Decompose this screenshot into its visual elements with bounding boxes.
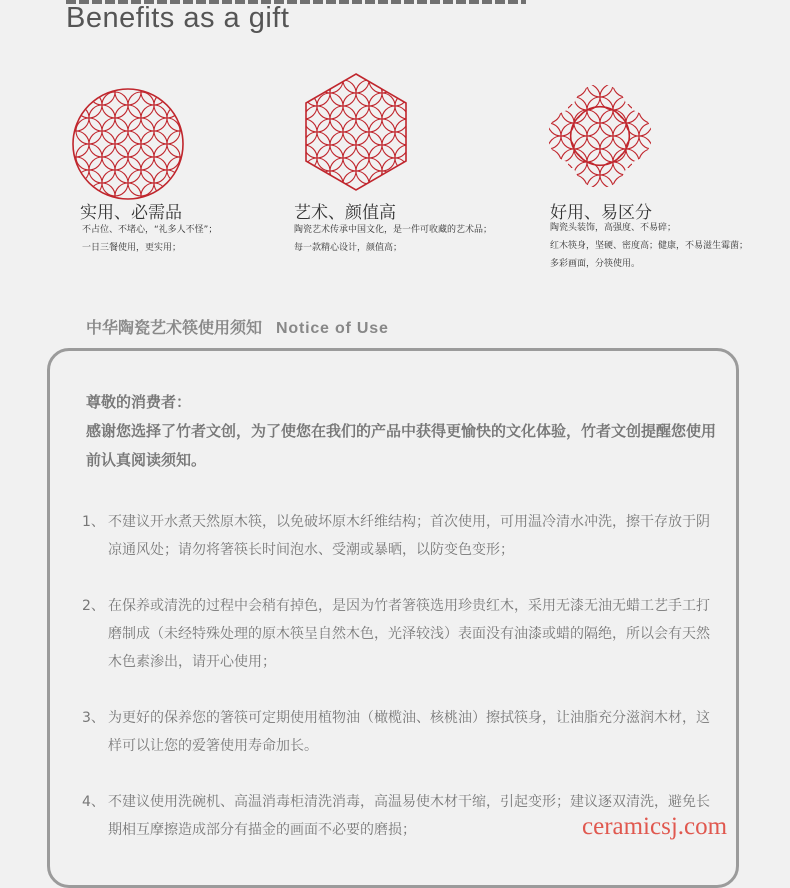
- hexagon-lattice-icon: [294, 70, 418, 194]
- benefit-title-usable: 好用、易区分: [550, 203, 652, 223]
- benefit-title-artistic: 艺术、颜值高: [294, 203, 396, 223]
- rule-text: 不建议开水煮天然原木筷，以免破坏原木纤维结构；首次使用，可用温冷清水冲洗，擦干存放于阴凉通风处；请勿将箸筷长时间泡水、受潮或暴晒，以防变色变形；: [108, 514, 710, 558]
- benefit-desc-usable: [550, 219, 748, 273]
- notice-heading: [86, 315, 389, 338]
- notice-greeting: 尊敬的消费者：: [86, 393, 192, 411]
- rule-number: 1、: [82, 514, 105, 530]
- benefit-desc-line: 多彩画面，分筷使用。: [550, 259, 641, 269]
- rule-item: [82, 592, 722, 676]
- benefit-desc-line: 每一款精心设计，颜值高；: [294, 243, 403, 253]
- benefit-desc-line: 红木筷身，坚硬、密度高；健康，不易滋生霉菌；: [550, 241, 749, 251]
- rule-text: 不建议使用洗碗机、高温消毒柜清洗消毒，高温易使木材干缩，引起变形；建议逐双清洗，避免长期相互摩擦造成部分有描金的画面不必要的磨损；: [108, 794, 710, 838]
- rule-item: [82, 508, 722, 564]
- benefit-desc-practical: [82, 221, 217, 257]
- benefit-desc-line: 一日三餐使用，更实用；: [82, 243, 182, 253]
- notice-title-en: Notice of Use: [276, 320, 389, 337]
- rule-number: 4、: [82, 794, 105, 810]
- rule-text: 为更好的保养您的箸筷可定期使用植物油（橄榄油、核桃油）擦拭筷身，让油脂充分滋润木材，这样可以让您的爱箸使用寿命加长。: [108, 710, 710, 754]
- benefit-desc-line: 不占位、不堵心，“礼多人不怪”；: [82, 225, 218, 235]
- watermark: ceramicsj.com: [582, 813, 728, 840]
- benefit-title-practical: 实用、必需品: [80, 203, 182, 223]
- rule-number: 2、: [82, 598, 105, 614]
- circle-lattice-icon: [66, 82, 190, 206]
- benefit-desc-line: 陶瓷头装饰，高强度、不易碎；: [550, 223, 677, 233]
- notice-title-cn: 中华陶瓷艺术筷使用须知: [86, 318, 263, 337]
- page-title: Benefits as a gift: [66, 2, 290, 34]
- notice-intro: 感谢您选择了竹者文创，为了使您在我们的产品中获得更愉快的文化体验，竹者文创提醒您使用前认真阅读须知。: [86, 422, 717, 469]
- benefit-desc-line: 陶瓷艺术传承中国文化，是一件可收藏的艺术品；: [294, 225, 493, 235]
- rule-text: 在保养或清洗的过程中会稍有掉色，是因为竹者箸筷选用珍贵红木，采用无漆无油无蜡工艺手工打磨制成（未经特殊处理的原木筷呈自然木色，光泽较浅）表面没有油漆或蜡的隔绝，所以会有天然木色素渗出，请开心使用；: [108, 598, 710, 670]
- rule-item: [82, 704, 722, 760]
- benefit-desc-artistic: [294, 221, 492, 257]
- quatrefoil-lattice-icon: [538, 74, 662, 198]
- rule-number: 3、: [82, 710, 105, 726]
